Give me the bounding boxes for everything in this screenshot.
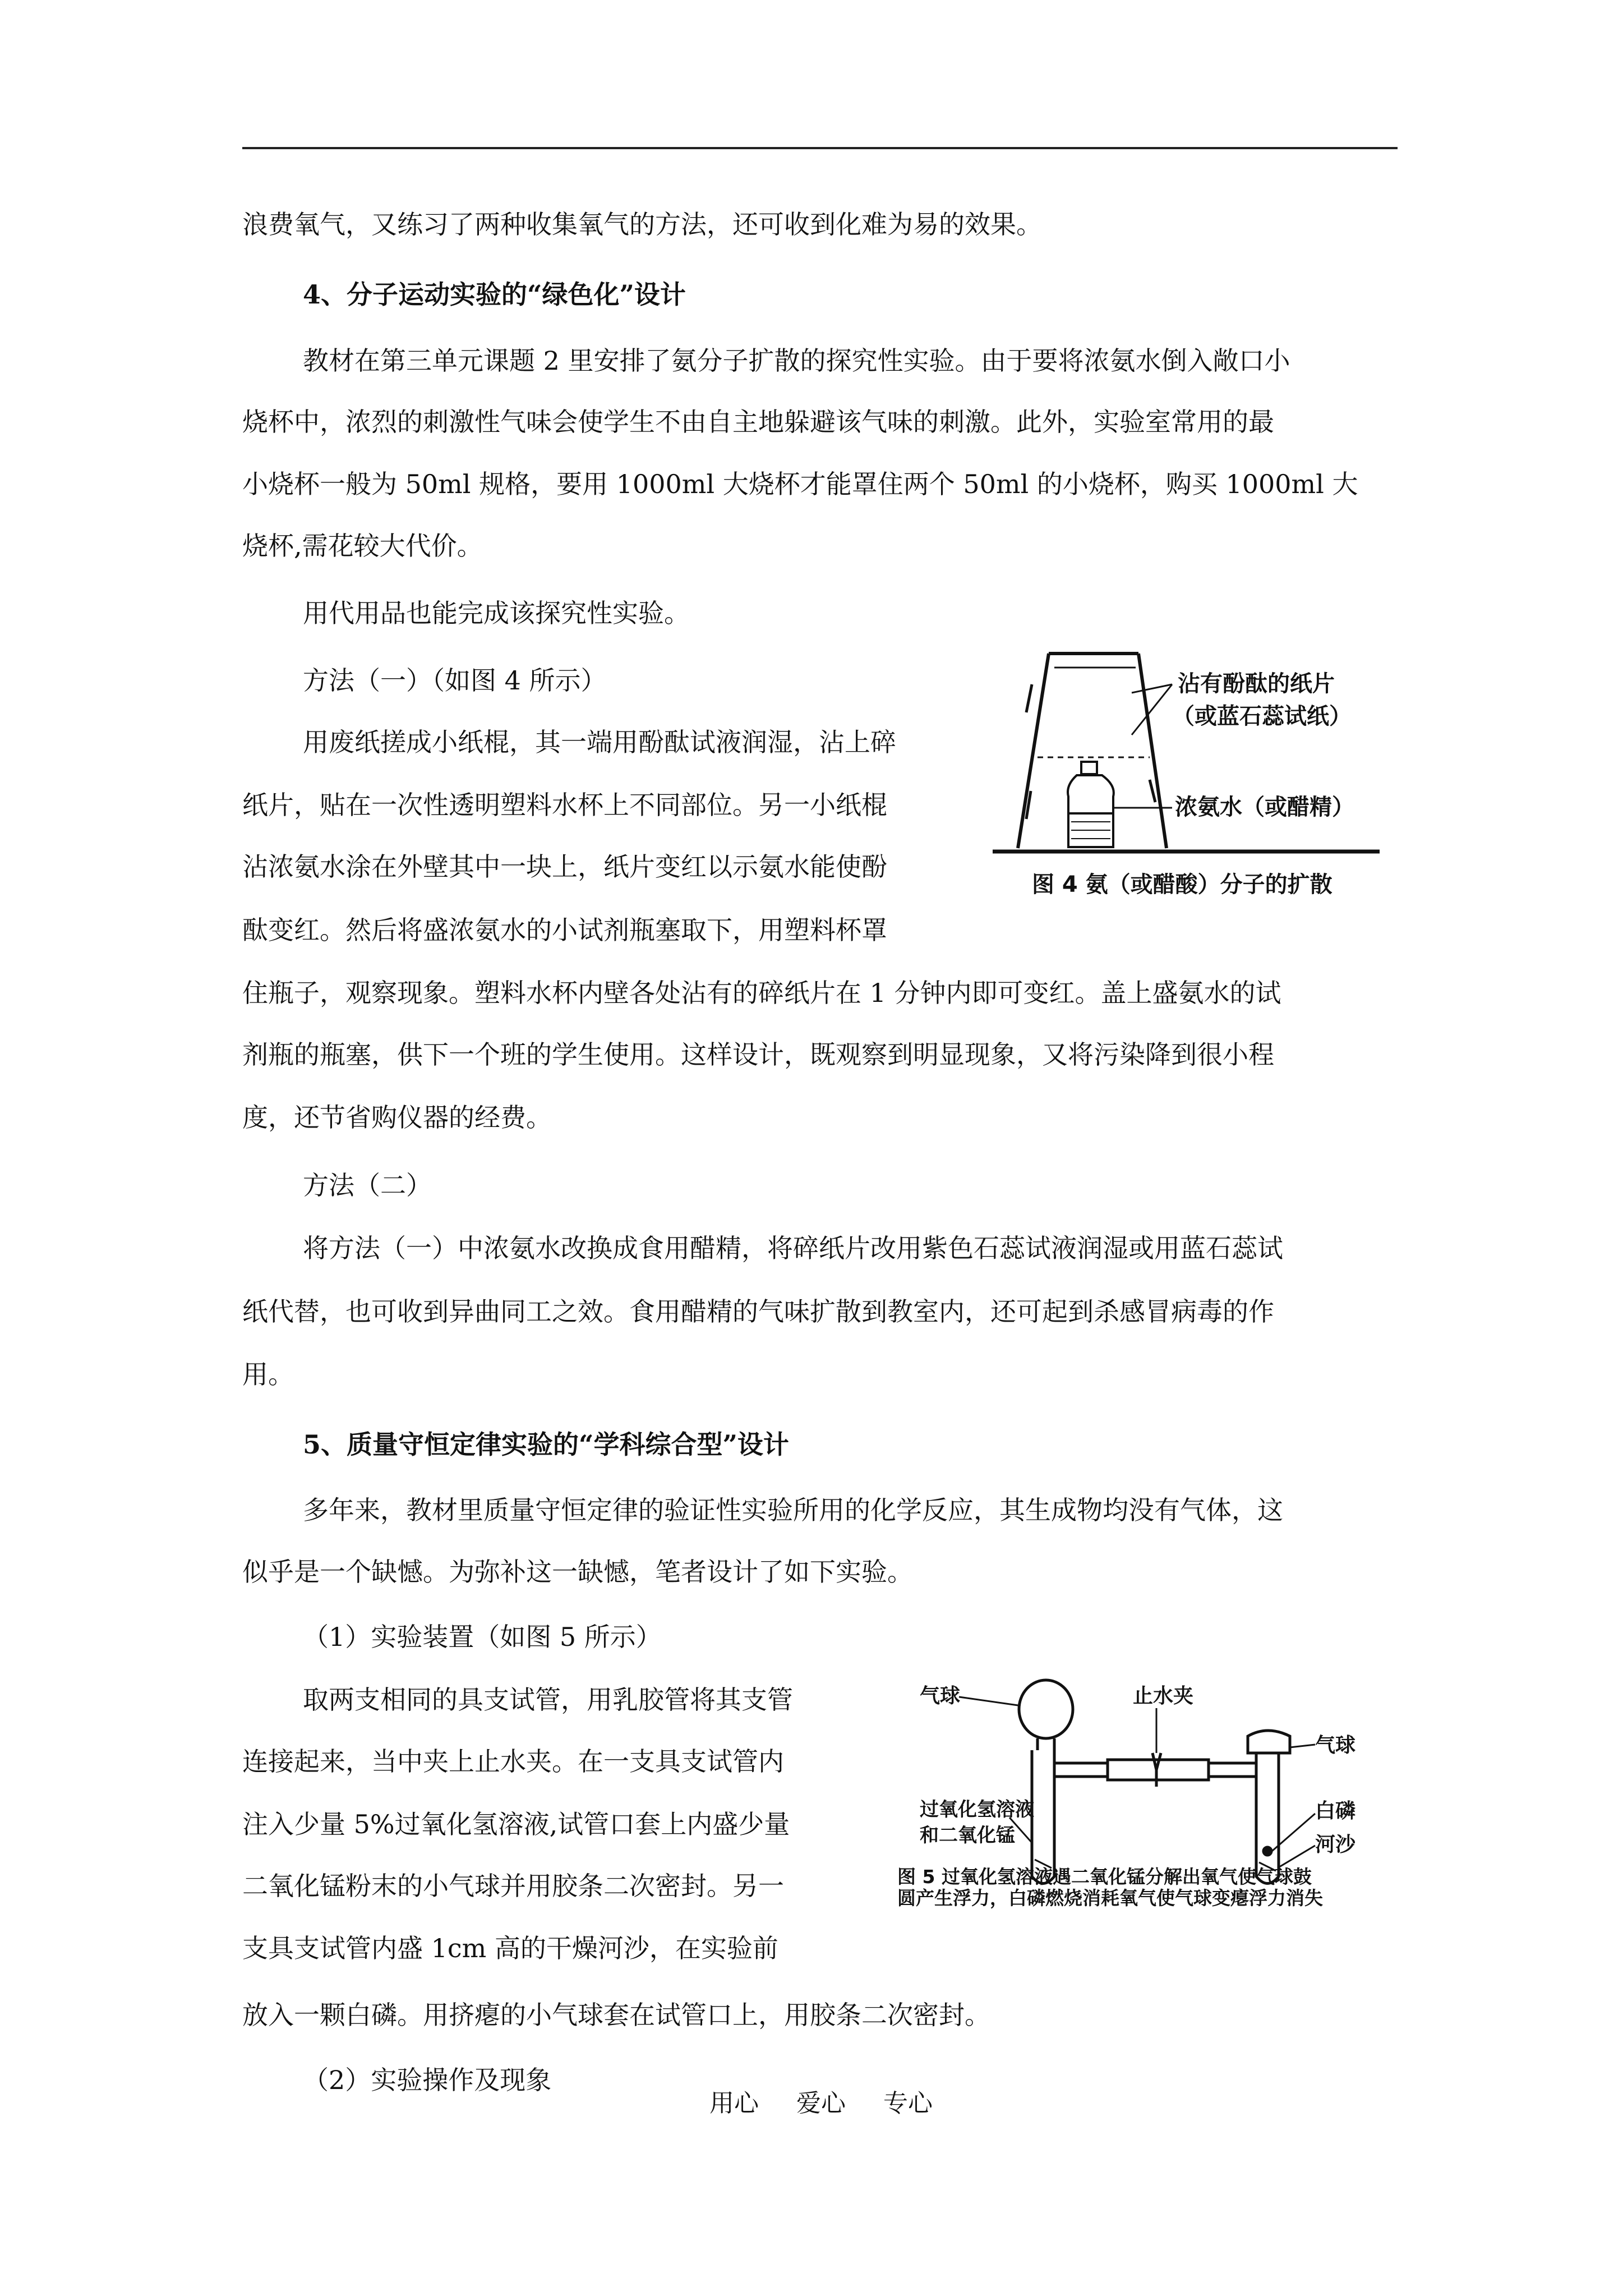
- text-line-9: 用废纸搓成小纸棍，其一端用酚酞试液润湿，沾上碎: [303, 727, 896, 757]
- text-line-24: 取两支相同的具支试管，用乳胶管将其支管: [303, 1685, 793, 1715]
- text-line-30: （2）实验操作及现象: [303, 2065, 552, 2095]
- text-line-26: 注入少量 5%过氧化氢溶液,试管口套上内盛少量: [242, 1809, 790, 1839]
- reagent-bottle-drawing: [1068, 762, 1114, 847]
- figure-5: [897, 1674, 1391, 1910]
- section-heading-5: 5、质量守恒定律实验的“学科综合型”设计: [303, 1429, 789, 1460]
- text-line-8: 方法（一）（如图 4 所示）: [303, 665, 607, 696]
- figure-5-caption-line-1: 图 5 过氧化氢溶液遇二氧化锰分解出氧气使气球鼓: [897, 1866, 1312, 1888]
- text-line-3: 教材在第三单元课题 2 里安排了氨分子扩散的探究性实验。由于要将浓氨水倒入敞口小: [303, 346, 1290, 376]
- section-heading-4: 4、分子运动实验的“绿色化”设计: [303, 279, 686, 310]
- text-line-13: 住瓶子，观察现象。塑料水杯内壁各处沾有的碎纸片在 1 分钟内即可变红。盖上盛氨水的试: [242, 978, 1281, 1008]
- text-line-5: 小烧杯一般为 50ml 规格，要用 1000ml 大烧杯才能罩住两个 50ml 的小烧杯，购买 1000ml 大: [242, 469, 1358, 499]
- text-line-15: 度，还节省购仪器的经费。: [242, 1102, 552, 1133]
- figure-5-label-balloon: 气球: [920, 1685, 961, 1708]
- text-line-23: （1）实验装置（如图 5 所示）: [303, 1622, 662, 1652]
- footer-text-3: 专心: [883, 2089, 933, 2118]
- figure-4-label-litmus: （或蓝石蕊试纸）: [1172, 703, 1352, 729]
- text-line-4: 烧杯中，浓烈的刺激性气味会使学生不由自主地躲避该气味的刺激。此外，实验室常用的最: [242, 407, 1274, 437]
- text-line-28: 支具支试管内盛 1cm 高的干燥河沙，在实验前: [242, 1933, 778, 1963]
- figure-5-label-solution-2: 和二氧化锰: [920, 1824, 1015, 1847]
- figure-5-label-phosphorus: 白磷: [1315, 1800, 1356, 1823]
- text-line-6: 烧杯,需花较大代价。: [242, 531, 483, 561]
- text-line-19: 用。: [242, 1359, 294, 1389]
- apparatus-drawing: [1019, 1680, 1290, 1884]
- text-line-16: 方法（二）: [303, 1170, 432, 1200]
- text-line-17: 将方法（一）中浓氨水改换成食用醋精，将碎纸片改用紫色石蕊试液润湿或用蓝石蕊试: [303, 1233, 1283, 1263]
- text-line-18: 纸代替，也可收到异曲同工之效。食用醋精的气味扩散到教室内，还可起到杀感冒病毒的作: [242, 1296, 1274, 1327]
- figure-4-caption: 图 4 氨（或醋酸）分子的扩散: [1032, 872, 1332, 898]
- text-line-22: 似乎是一个缺憾。为弥补这一缺憾，笔者设计了如下实验。: [242, 1557, 913, 1587]
- figure-4: [987, 645, 1391, 914]
- text-line-14: 剂瓶的瓶塞，供下一个班的学生使用。这样设计，既观察到明显现象，又将污染降到很小程: [242, 1039, 1274, 1070]
- text-line-1: 浪费氧气，又练习了两种收集氧气的方法，还可收到化难为易的效果。: [242, 209, 1042, 240]
- text-line-7: 用代用品也能完成该探究性实验。: [303, 598, 690, 628]
- text-line-12: 酞变红。然后将盛浓氨水的小试剂瓶塞取下，用塑料杯罩: [242, 915, 887, 945]
- header-rule: [242, 147, 1398, 149]
- text-line-10: 纸片，贴在一次性透明塑料水杯上不同部位。另一小纸棍: [242, 790, 887, 820]
- text-line-27: 二氧化锰粉末的小气球并用胶条二次密封。另一: [242, 1871, 784, 1901]
- figure-5-label-balloon-2: 气球: [1315, 1734, 1356, 1757]
- text-line-29: 放入一颗白磷。用挤瘪的小气球套在试管口上，用胶条二次密封。: [242, 2000, 990, 2030]
- text-line-25: 连接起来，当中夹上止水夹。在一支具支试管内: [242, 1746, 784, 1777]
- text-line-11: 沾浓氨水涂在外壁其中一块上，纸片变红以示氨水能使酚: [242, 852, 887, 882]
- figure-4-label-ammonia: 浓氨水（或醋精）: [1175, 794, 1354, 820]
- figure-4-label-paper: 沾有酚酞的纸片: [1178, 671, 1335, 697]
- figure-5-label-solution-1: 过氧化氢溶液: [920, 1798, 1034, 1821]
- figure-5-label-clamp: 止水夹: [1133, 1685, 1194, 1708]
- plastic-cup-drawing: [1018, 654, 1166, 848]
- text-line-21: 多年来，教材里质量守恒定律的验证性实验所用的化学反应，其生成物均没有气体，这: [303, 1495, 1283, 1525]
- footer-text-1: 用心: [709, 2089, 759, 2118]
- footer-text-2: 爱心: [796, 2089, 846, 2118]
- figure-5-caption-line-2: 圆产生浮力，白磷燃烧消耗氧气使气球变瘪浮力消失: [897, 1887, 1323, 1909]
- figure-5-label-sand: 河沙: [1315, 1833, 1356, 1856]
